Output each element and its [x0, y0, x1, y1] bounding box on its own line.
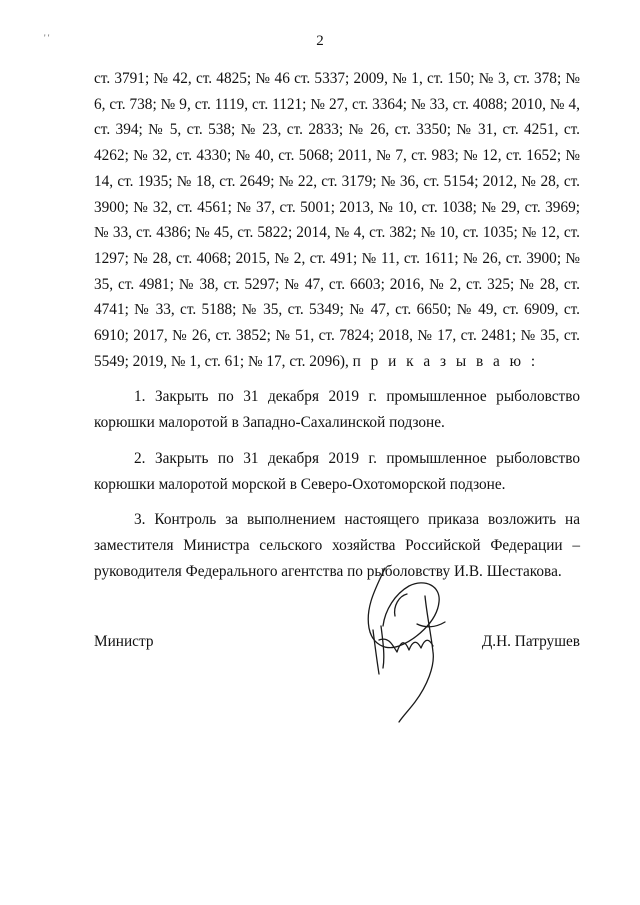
order-item-2: 2. Закрыть по 31 декабря 2019 г. промышленное рыболовство корюшки малоротой морской в Северо-Охотоморской подзоне.: [94, 449, 580, 493]
order-item-1: 1. Закрыть по 31 декабря 2019 г. промышленное рыболовство корюшки малоротой в Западно-Сахалинской подзоне.: [94, 388, 580, 432]
references-paragraph: [94, 66, 580, 374]
signatory-position: Министр: [94, 633, 154, 650]
signatory-name: Д.Н. Патрушев: [481, 633, 580, 650]
handwritten-signature: [355, 556, 465, 726]
references-text: ст. 3791; № 42, ст. 4825; № 46 ст. 5337; 2009, № 1, ст. 150; № 3, ст. 378; № 6, ст. 738; № 9, ст. 1119, ст. 1121; № 27, ст. 3364; № 33, ст. 4088; 2010, № 4, ст. 394; № 5, ст. 538; № 23, ст. 2833; № 26, ст. 3350; № 31, ст. 4251, ст. 4262; № 32, ст. 4330; № 40, ст. 5068; 2011, № 7, ст. 983; № 12, ст. 1652; № 14, ст. 1935; № 18, ст. 2649; № 22, ст. 3179; № 36, ст. 5154; 2012, № 28, ст. 3900; № 32, ст. 4561; № 37, ст. 5001; 2013, № 10, ст. 1038; № 29, ст. 3969; № 33, ст. 4386; № 45, ст. 5822; 2014, № 4, ст. 382; № 10, ст. 1035; № 12, ст. 1297; № 28, ст. 4068; 2015, № 2, ст. 491; № 11, ст. 1611; № 26, ст. 3900; № 35, ст. 4981; № 38, ст. 5297; № 47, ст. 6603; 2016, № 2, ст. 325; № 28, ст. 4741; № 33, ст. 5188; № 35, ст. 5349; № 47, ст. 6650; № 49, ст. 6909, ст. 6910; 2017, № 26, ст. 3852; № 51, ст. 7824; 2018, № 17, ст. 2481; № 35, ст. 5549; 2019, № 1, ст. 61; № 17, ст. 2096),: [94, 70, 580, 370]
page-number: 2: [316, 33, 324, 49]
scan-specks: ' ': [44, 33, 50, 43]
document-body: [94, 66, 580, 584]
order-item-3: 3. Контроль за выполнением настоящего приказа возложить на заместителя Министра сельского хозяйства Российской Федерации – руководителя Федерального агентства по рыболовству И.В. Шестакова.: [94, 511, 580, 580]
order-word: п р и к а з ы в а ю :: [352, 352, 539, 370]
